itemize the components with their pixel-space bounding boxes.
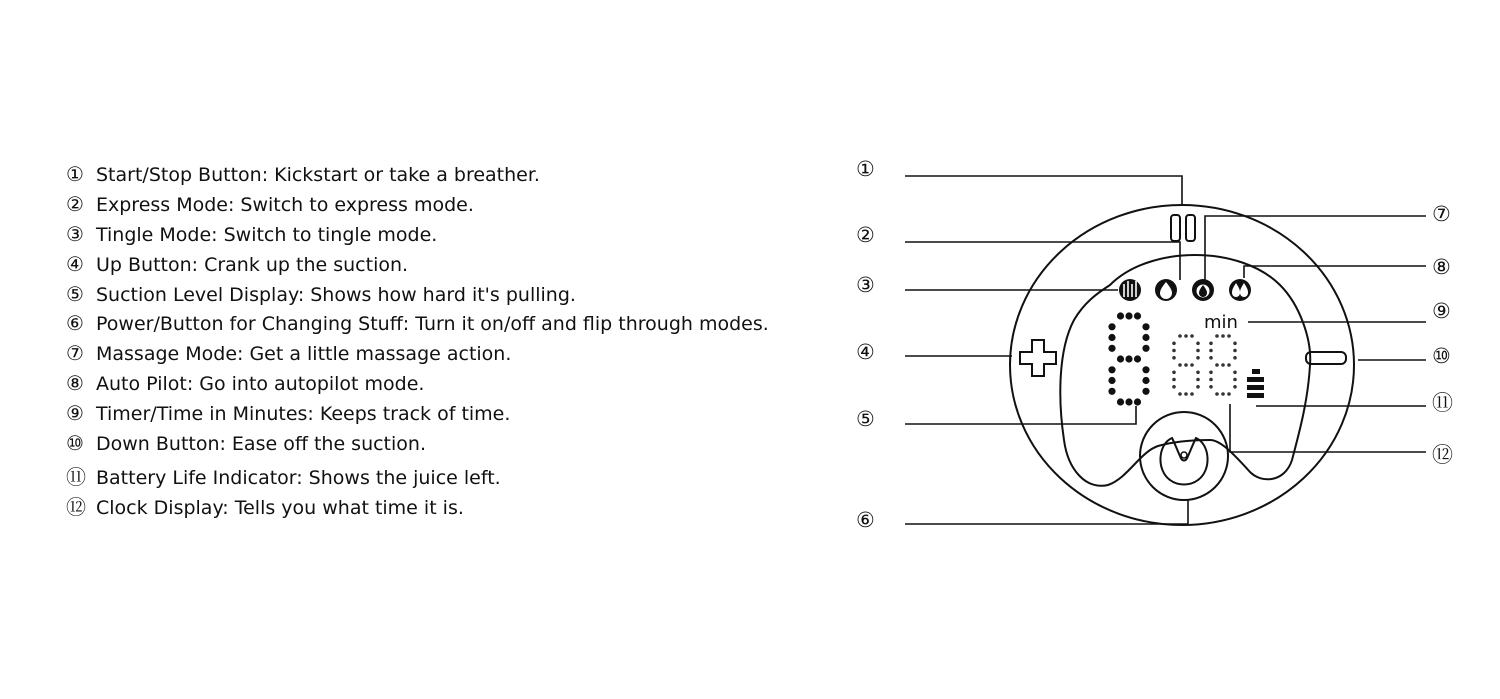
legend-label: Tingle Mode:: [96, 223, 218, 246]
clock-digit-tens: [1172, 334, 1200, 396]
segment-dot: [1196, 356, 1200, 360]
callout-2: ②: [856, 223, 875, 247]
segment-dot: [1142, 345, 1149, 352]
power-icon: [1160, 438, 1207, 485]
legend-description: Go into autopilot mode.: [199, 373, 425, 396]
pause-bar-right-icon: [1186, 215, 1195, 241]
segment-dot: [1142, 388, 1149, 395]
segment-dot: [1227, 363, 1231, 367]
callout-10: ⑩: [1432, 344, 1451, 368]
segment-dot: [1209, 378, 1213, 382]
segment-dot: [1134, 398, 1141, 405]
segment-dot: [1184, 392, 1188, 396]
segment-dot: [1108, 323, 1115, 330]
leader-line-12: [1230, 404, 1426, 452]
leader-lines: [905, 176, 1426, 524]
leader-line-1: [905, 176, 1182, 206]
segment-dot: [1215, 392, 1219, 396]
segment-dot: [1233, 378, 1237, 382]
legend-number: ⑫: [66, 494, 86, 519]
segment-dot: [1172, 378, 1176, 382]
segment-dot: [1172, 356, 1176, 360]
legend-number: ⑥: [66, 311, 84, 336]
legend-description: Switch to tingle mode.: [223, 223, 438, 246]
segment-dot: [1215, 334, 1219, 338]
legend-label: Timer/Time in Minutes:: [96, 403, 314, 426]
segment-dot: [1172, 349, 1176, 353]
segment-dot: [1108, 388, 1115, 395]
callout-1: ①: [856, 157, 875, 181]
plus-icon[interactable]: [1020, 340, 1056, 376]
segment-dot: [1178, 363, 1182, 367]
segment-dot: [1196, 385, 1200, 389]
callout-3: ③: [856, 273, 875, 297]
tingle-mode-icon: [1119, 279, 1141, 301]
legend-label: Up Button:: [96, 253, 199, 276]
segment-dot: [1190, 334, 1194, 338]
min-label: min: [1204, 312, 1238, 333]
legend-number: ⑦: [66, 341, 84, 366]
express-mode-icon: [1155, 279, 1177, 301]
segment-dot: [1196, 342, 1200, 346]
segment-dot: [1134, 312, 1141, 319]
segment-dot: [1233, 371, 1237, 375]
segment-dot: [1108, 345, 1115, 352]
segment-dot: [1196, 378, 1200, 382]
legend-number: ②: [66, 191, 84, 216]
legend-number: ⑨: [66, 401, 84, 426]
legend-label: Auto Pilot:: [96, 373, 194, 396]
legend-label: Suction Level Display:: [96, 283, 305, 306]
segment-dot: [1233, 356, 1237, 360]
callout-4: ④: [856, 340, 875, 364]
segment-dot: [1196, 349, 1200, 353]
legend-label: Start/Stop Button:: [96, 164, 269, 186]
leader-line-7: [1205, 216, 1426, 281]
segment-dot: [1221, 334, 1225, 338]
segment-dot: [1178, 392, 1182, 396]
segment-dot: [1227, 392, 1231, 396]
segment-dot: [1209, 349, 1213, 353]
legend-label: Down Button:: [96, 433, 226, 456]
segment-dot: [1233, 385, 1237, 389]
legend-number: ④: [66, 251, 84, 276]
callout-11: ⑪: [1432, 391, 1453, 415]
clock-digit-ones: [1209, 334, 1237, 396]
legend-label: Express Mode:: [96, 193, 235, 216]
callout-7: ⑦: [1432, 202, 1451, 226]
massage-mode-icon: [1192, 279, 1214, 301]
legend-description: Get a little massage action.: [249, 343, 512, 366]
power-button[interactable]: [1140, 412, 1228, 500]
segment-dot: [1184, 363, 1188, 367]
callout-8: ⑧: [1432, 255, 1451, 279]
segment-dot: [1142, 323, 1149, 330]
battery-icon: [1247, 369, 1264, 398]
segment-dot: [1221, 392, 1225, 396]
segment-dot: [1227, 334, 1231, 338]
segment-dot: [1125, 398, 1132, 405]
legend-description: Kickstart or take a breather.: [274, 164, 540, 186]
segment-dot: [1142, 334, 1149, 341]
legend-number: ⑤: [66, 281, 84, 306]
legend-description: Switch to express mode.: [240, 193, 474, 216]
segment-dot: [1178, 334, 1182, 338]
segment-dot: [1209, 371, 1213, 375]
legend-description: Shows the juice left.: [308, 466, 501, 489]
segment-dot: [1233, 349, 1237, 353]
leader-line-2: [905, 242, 1180, 280]
segment-dot: [1190, 363, 1194, 367]
legend-label: Battery Life Indicator:: [96, 466, 303, 489]
segment-dot: [1233, 342, 1237, 346]
legend-description: Keeps track of time.: [319, 403, 511, 426]
legend-label: Massage Mode:: [96, 343, 244, 366]
suction-level-digit: [1108, 312, 1149, 405]
segment-dot: [1172, 342, 1176, 346]
segment-dot: [1134, 355, 1141, 362]
legend-number: ③: [66, 221, 84, 246]
segment-dot: [1209, 356, 1213, 360]
segment-dot: [1215, 363, 1219, 367]
segment-dot: [1184, 334, 1188, 338]
segment-dot: [1196, 371, 1200, 375]
segment-dot: [1221, 363, 1225, 367]
legend-description: Turn it on/off and flip through modes.: [415, 313, 769, 336]
segment-dot: [1117, 312, 1124, 319]
segment-dot: [1108, 366, 1115, 373]
callout-5: ⑤: [856, 407, 875, 431]
legend-description: Shows how hard it's pulling.: [310, 283, 576, 306]
legend-number: ①: [66, 162, 84, 186]
segment-dot: [1172, 371, 1176, 375]
legend-number: ⑧: [66, 371, 84, 396]
segment-dot: [1190, 392, 1194, 396]
callout-12: ⑫: [1432, 443, 1453, 467]
segment-dot: [1117, 355, 1124, 362]
legend-number: ⑩: [66, 431, 84, 456]
segment-dot: [1117, 398, 1124, 405]
legend-label: Clock Display:: [96, 496, 229, 519]
callout-9: ⑨: [1432, 299, 1451, 323]
segment-dot: [1142, 377, 1149, 384]
legend-description: Ease off the suction.: [231, 433, 426, 456]
legend-number: ⑪: [66, 464, 86, 489]
power-dot-icon: [1181, 452, 1187, 458]
leader-line-8: [1244, 266, 1426, 278]
legend-description: Tells you what time it is.: [234, 496, 464, 519]
minus-icon[interactable]: [1306, 352, 1346, 364]
segment-dot: [1209, 342, 1213, 346]
segment-dot: [1142, 366, 1149, 373]
segment-dot: [1125, 355, 1132, 362]
segment-dot: [1125, 312, 1132, 319]
segment-dot: [1108, 377, 1115, 384]
segment-dot: [1209, 385, 1213, 389]
callout-6: ⑥: [856, 508, 875, 532]
legend-label: Power/Button for Changing Stuff:: [96, 313, 410, 336]
legend-description: Crank up the suction.: [204, 253, 409, 276]
pause-bar-left-icon: [1171, 215, 1180, 241]
segment-dot: [1172, 385, 1176, 389]
segment-dot: [1108, 334, 1115, 341]
auto-pilot-icon: [1229, 279, 1251, 301]
